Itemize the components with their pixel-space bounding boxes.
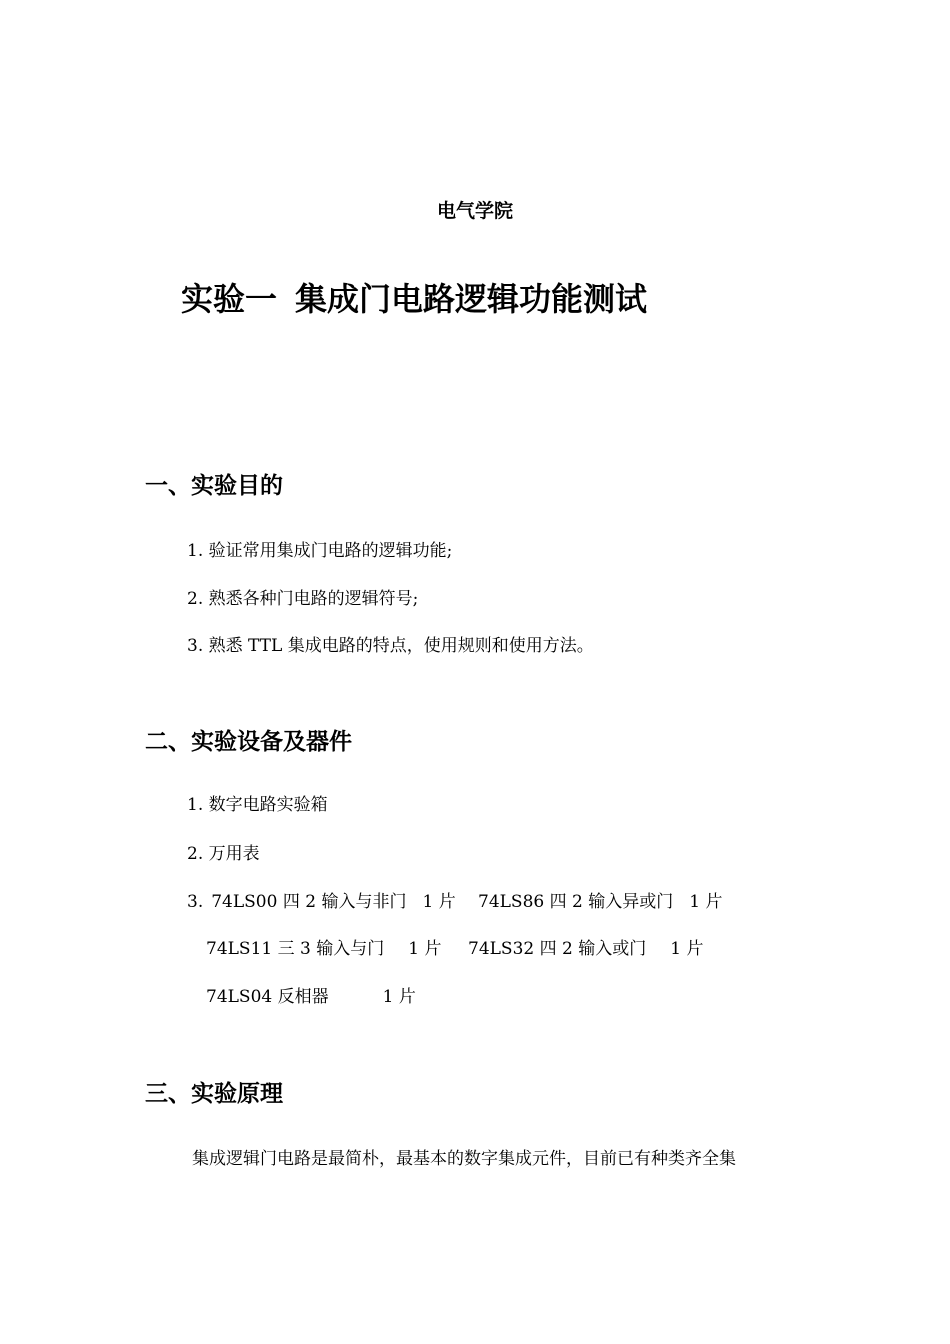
component-74ls04-qty: 1 片 [382,987,416,1007]
equipment-item-1: 1. 数字电路实验箱 [187,795,328,815]
equipment-item-3 [187,894,456,911]
component-74ls86-line [478,894,722,911]
component-74ls04: 74LS04 反相器 [206,987,329,1007]
component-74ls11-line [206,941,441,958]
objective-item-3: 3. 熟悉 TTL 集成电路的特点，使用规则和使用方法。 [187,636,594,656]
component-74ls32: 74LS32 四 2 输入或门 [468,939,647,959]
school-name: 电气学院 [436,200,513,222]
equipment-item-3-number: 3. [187,892,204,912]
title-experiment-number: 实验一 [181,280,278,318]
component-74ls00-qty: 1 片 [422,892,456,912]
component-74ls32-qty: 1 片 [670,939,704,959]
component-74ls11: 74LS11 三 3 输入与门 [206,939,385,959]
equipment-item-2: 2. 万用表 [187,844,260,864]
component-74ls86-qty: 1 片 [689,892,723,912]
component-74ls86: 74LS86 四 2 输入异或门 [478,892,674,912]
component-74ls04-line [206,989,416,1006]
component-74ls00: 74LS00 四 2 输入与非门 [211,892,407,912]
section-heading-objectives: 一、实验目的 [145,473,283,499]
title-experiment-name: 集成门电路逻辑功能测试 [295,280,648,318]
component-74ls32-line [468,941,703,958]
section-heading-equipment: 二、实验设备及器件 [145,729,352,755]
principle-paragraph: 集成逻辑门电路是最简朴，最基本的数字集成元件，目前已有种类齐全集 [192,1149,736,1169]
document-title [181,280,648,318]
section-heading-principle: 三、实验原理 [145,1081,283,1107]
component-74ls11-qty: 1 片 [408,939,442,959]
objective-item-2: 2. 熟悉各种门电路的逻辑符号; [187,589,419,609]
objective-item-1: 1. 验证常用集成门电路的逻辑功能; [187,541,453,561]
